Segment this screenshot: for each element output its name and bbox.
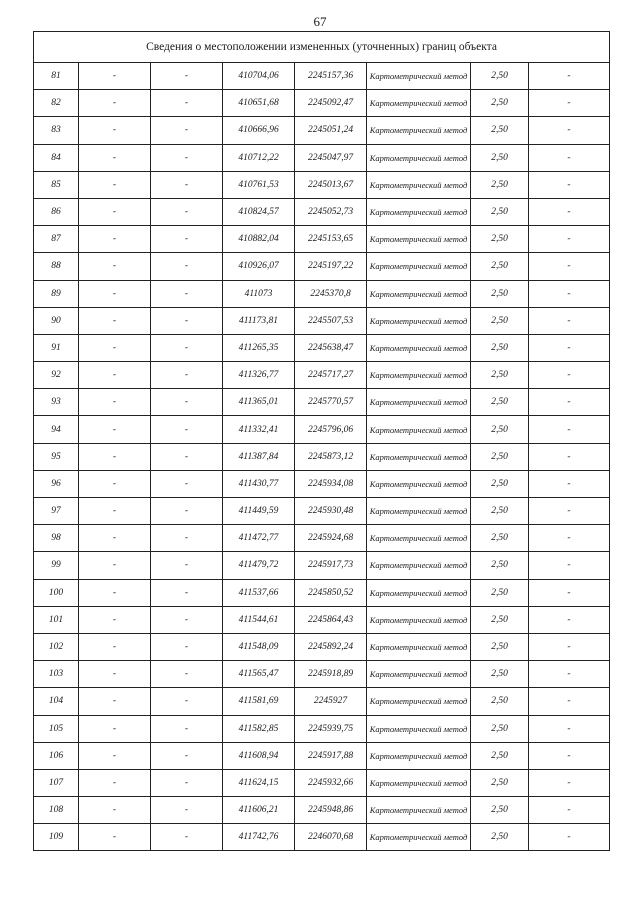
boundary-coordinates-table xyxy=(33,31,610,851)
point-number-cell: 103 xyxy=(34,661,79,688)
dash-cell: - xyxy=(529,334,610,361)
point-number-cell: 89 xyxy=(34,280,79,307)
dash-cell: - xyxy=(529,280,610,307)
accuracy-cell: 2,50 xyxy=(471,498,529,525)
y-coordinate-cell: 2245873,12 xyxy=(295,443,367,470)
x-coordinate-cell: 411742,76 xyxy=(223,824,295,851)
dash-cell: - xyxy=(79,307,151,334)
dash-cell: - xyxy=(79,824,151,851)
point-number-cell: 81 xyxy=(34,63,79,90)
x-coordinate-cell: 411265,35 xyxy=(223,334,295,361)
accuracy-cell: 2,50 xyxy=(471,280,529,307)
y-coordinate-cell: 2245153,65 xyxy=(295,226,367,253)
table-row xyxy=(34,769,610,796)
dash-cell: - xyxy=(529,552,610,579)
table-body xyxy=(34,63,610,851)
dash-cell: - xyxy=(151,661,223,688)
accuracy-cell: 2,50 xyxy=(471,633,529,660)
dash-cell: - xyxy=(151,633,223,660)
dash-cell: - xyxy=(79,171,151,198)
dash-cell: - xyxy=(79,117,151,144)
dash-cell: - xyxy=(529,661,610,688)
table-row xyxy=(34,63,610,90)
dash-cell: - xyxy=(79,498,151,525)
dash-cell: - xyxy=(529,253,610,280)
accuracy-cell: 2,50 xyxy=(471,742,529,769)
method-cell: Картометрический метод xyxy=(367,334,471,361)
method-cell: Картометрический метод xyxy=(367,253,471,280)
point-number-cell: 86 xyxy=(34,198,79,225)
dash-cell: - xyxy=(151,443,223,470)
x-coordinate-cell: 411608,94 xyxy=(223,742,295,769)
dash-cell: - xyxy=(151,198,223,225)
table-title: Сведения о местоположении измененных (уточненных) границ объекта xyxy=(34,32,610,63)
y-coordinate-cell: 2245052,73 xyxy=(295,198,367,225)
dash-cell: - xyxy=(529,307,610,334)
point-number-cell: 100 xyxy=(34,579,79,606)
x-coordinate-cell: 411073 xyxy=(223,280,295,307)
accuracy-cell: 2,50 xyxy=(471,443,529,470)
method-cell: Картометрический метод xyxy=(367,117,471,144)
dash-cell: - xyxy=(151,769,223,796)
point-number-cell: 108 xyxy=(34,797,79,824)
point-number-cell: 98 xyxy=(34,525,79,552)
dash-cell: - xyxy=(529,688,610,715)
method-cell: Картометрический метод xyxy=(367,824,471,851)
dash-cell: - xyxy=(151,606,223,633)
method-cell: Картометрический метод xyxy=(367,443,471,470)
y-coordinate-cell: 2245892,24 xyxy=(295,633,367,660)
dash-cell: - xyxy=(79,742,151,769)
y-coordinate-cell: 2245092,47 xyxy=(295,90,367,117)
accuracy-cell: 2,50 xyxy=(471,416,529,443)
page-number: 67 xyxy=(313,14,327,29)
dash-cell: - xyxy=(529,742,610,769)
y-coordinate-cell: 2245370,8 xyxy=(295,280,367,307)
accuracy-cell: 2,50 xyxy=(471,688,529,715)
dash-cell: - xyxy=(79,661,151,688)
x-coordinate-cell: 411449,59 xyxy=(223,498,295,525)
method-cell: Картометрический метод xyxy=(367,171,471,198)
accuracy-cell: 2,50 xyxy=(471,334,529,361)
dash-cell: - xyxy=(529,226,610,253)
dash-cell: - xyxy=(529,90,610,117)
point-number-cell: 104 xyxy=(34,688,79,715)
table-row xyxy=(34,715,610,742)
accuracy-cell: 2,50 xyxy=(471,769,529,796)
accuracy-cell: 2,50 xyxy=(471,715,529,742)
dash-cell: - xyxy=(529,389,610,416)
x-coordinate-cell: 411430,77 xyxy=(223,470,295,497)
dash-cell: - xyxy=(151,742,223,769)
y-coordinate-cell: 2245930,48 xyxy=(295,498,367,525)
x-coordinate-cell: 411472,77 xyxy=(223,525,295,552)
table-row xyxy=(34,416,610,443)
method-cell: Картометрический метод xyxy=(367,389,471,416)
x-coordinate-cell: 410824,57 xyxy=(223,198,295,225)
dash-cell: - xyxy=(529,715,610,742)
x-coordinate-cell: 410712,22 xyxy=(223,144,295,171)
table-row xyxy=(34,443,610,470)
y-coordinate-cell: 2245507,53 xyxy=(295,307,367,334)
dash-cell: - xyxy=(151,525,223,552)
dash-cell: - xyxy=(79,443,151,470)
dash-cell: - xyxy=(529,443,610,470)
accuracy-cell: 2,50 xyxy=(471,198,529,225)
dash-cell: - xyxy=(151,470,223,497)
dash-cell: - xyxy=(79,769,151,796)
point-number-cell: 87 xyxy=(34,226,79,253)
dash-cell: - xyxy=(79,362,151,389)
point-number-cell: 106 xyxy=(34,742,79,769)
dash-cell: - xyxy=(151,797,223,824)
dash-cell: - xyxy=(151,90,223,117)
table-row xyxy=(34,661,610,688)
dash-cell: - xyxy=(79,226,151,253)
dash-cell: - xyxy=(151,389,223,416)
x-coordinate-cell: 410651,68 xyxy=(223,90,295,117)
y-coordinate-cell: 2245047,97 xyxy=(295,144,367,171)
x-coordinate-cell: 411544,61 xyxy=(223,606,295,633)
accuracy-cell: 2,50 xyxy=(471,226,529,253)
x-coordinate-cell: 411537,66 xyxy=(223,579,295,606)
point-number-cell: 85 xyxy=(34,171,79,198)
y-coordinate-cell: 2245157,36 xyxy=(295,63,367,90)
y-coordinate-cell: 2245717,27 xyxy=(295,362,367,389)
point-number-cell: 83 xyxy=(34,117,79,144)
dash-cell: - xyxy=(151,416,223,443)
accuracy-cell: 2,50 xyxy=(471,117,529,144)
y-coordinate-cell: 2245918,89 xyxy=(295,661,367,688)
x-coordinate-cell: 411565,47 xyxy=(223,661,295,688)
y-coordinate-cell: 2246070,68 xyxy=(295,824,367,851)
y-coordinate-cell: 2245013,67 xyxy=(295,171,367,198)
point-number-cell: 88 xyxy=(34,253,79,280)
table-row xyxy=(34,144,610,171)
table-row xyxy=(34,90,610,117)
method-cell: Картометрический метод xyxy=(367,470,471,497)
dash-cell: - xyxy=(151,307,223,334)
dash-cell: - xyxy=(79,144,151,171)
accuracy-cell: 2,50 xyxy=(471,470,529,497)
table-row xyxy=(34,797,610,824)
table-row xyxy=(34,117,610,144)
point-number-cell: 101 xyxy=(34,606,79,633)
accuracy-cell: 2,50 xyxy=(471,63,529,90)
y-coordinate-cell: 2245939,75 xyxy=(295,715,367,742)
point-number-cell: 90 xyxy=(34,307,79,334)
dash-cell: - xyxy=(529,525,610,552)
dash-cell: - xyxy=(151,280,223,307)
method-cell: Картометрический метод xyxy=(367,226,471,253)
dash-cell: - xyxy=(151,117,223,144)
x-coordinate-cell: 411479,72 xyxy=(223,552,295,579)
dash-cell: - xyxy=(151,498,223,525)
x-coordinate-cell: 411387,84 xyxy=(223,443,295,470)
dash-cell: - xyxy=(529,769,610,796)
point-number-cell: 105 xyxy=(34,715,79,742)
dash-cell: - xyxy=(79,90,151,117)
dash-cell: - xyxy=(529,144,610,171)
dash-cell: - xyxy=(529,171,610,198)
method-cell: Картометрический метод xyxy=(367,416,471,443)
table-row xyxy=(34,742,610,769)
x-coordinate-cell: 411548,09 xyxy=(223,633,295,660)
dash-cell: - xyxy=(79,198,151,225)
table-row xyxy=(34,171,610,198)
table-row xyxy=(34,579,610,606)
dash-cell: - xyxy=(151,552,223,579)
table-row xyxy=(34,552,610,579)
table-row xyxy=(34,198,610,225)
dash-cell: - xyxy=(529,198,610,225)
table-row xyxy=(34,334,610,361)
accuracy-cell: 2,50 xyxy=(471,797,529,824)
y-coordinate-cell: 2245927 xyxy=(295,688,367,715)
table-row xyxy=(34,606,610,633)
dash-cell: - xyxy=(79,688,151,715)
table-row xyxy=(34,280,610,307)
x-coordinate-cell: 411606,21 xyxy=(223,797,295,824)
y-coordinate-cell: 2245197,22 xyxy=(295,253,367,280)
method-cell: Картометрический метод xyxy=(367,797,471,824)
dash-cell: - xyxy=(151,824,223,851)
x-coordinate-cell: 411582,85 xyxy=(223,715,295,742)
table-row xyxy=(34,525,610,552)
x-coordinate-cell: 410704,06 xyxy=(223,63,295,90)
dash-cell: - xyxy=(529,579,610,606)
method-cell: Картометрический метод xyxy=(367,579,471,606)
accuracy-cell: 2,50 xyxy=(471,253,529,280)
y-coordinate-cell: 2245924,68 xyxy=(295,525,367,552)
table-row xyxy=(34,470,610,497)
y-coordinate-cell: 2245796,06 xyxy=(295,416,367,443)
method-cell: Картометрический метод xyxy=(367,633,471,660)
accuracy-cell: 2,50 xyxy=(471,144,529,171)
accuracy-cell: 2,50 xyxy=(471,389,529,416)
x-coordinate-cell: 411624,15 xyxy=(223,769,295,796)
x-coordinate-cell: 411581,69 xyxy=(223,688,295,715)
dash-cell: - xyxy=(529,797,610,824)
method-cell: Картометрический метод xyxy=(367,362,471,389)
dash-cell: - xyxy=(151,362,223,389)
accuracy-cell: 2,50 xyxy=(471,90,529,117)
dash-cell: - xyxy=(529,470,610,497)
point-number-cell: 109 xyxy=(34,824,79,851)
point-number-cell: 94 xyxy=(34,416,79,443)
method-cell: Картометрический метод xyxy=(367,661,471,688)
dash-cell: - xyxy=(79,470,151,497)
y-coordinate-cell: 2245850,52 xyxy=(295,579,367,606)
dash-cell: - xyxy=(151,715,223,742)
table-row xyxy=(34,226,610,253)
y-coordinate-cell: 2245051,24 xyxy=(295,117,367,144)
x-coordinate-cell: 411365,01 xyxy=(223,389,295,416)
method-cell: Картометрический метод xyxy=(367,742,471,769)
dash-cell: - xyxy=(79,552,151,579)
dash-cell: - xyxy=(79,606,151,633)
point-number-cell: 91 xyxy=(34,334,79,361)
dash-cell: - xyxy=(79,334,151,361)
point-number-cell: 97 xyxy=(34,498,79,525)
y-coordinate-cell: 2245864,43 xyxy=(295,606,367,633)
dash-cell: - xyxy=(79,525,151,552)
x-coordinate-cell: 411332,41 xyxy=(223,416,295,443)
point-number-cell: 84 xyxy=(34,144,79,171)
table-row xyxy=(34,362,610,389)
method-cell: Картометрический метод xyxy=(367,63,471,90)
dash-cell: - xyxy=(79,579,151,606)
method-cell: Картометрический метод xyxy=(367,715,471,742)
table-row xyxy=(34,688,610,715)
point-number-cell: 92 xyxy=(34,362,79,389)
point-number-cell: 99 xyxy=(34,552,79,579)
table-row xyxy=(34,824,610,851)
method-cell: Картометрический метод xyxy=(367,606,471,633)
method-cell: Картометрический метод xyxy=(367,769,471,796)
point-number-cell: 95 xyxy=(34,443,79,470)
method-cell: Картометрический метод xyxy=(367,198,471,225)
dash-cell: - xyxy=(79,63,151,90)
table-row xyxy=(34,307,610,334)
dash-cell: - xyxy=(151,253,223,280)
dash-cell: - xyxy=(151,63,223,90)
dash-cell: - xyxy=(529,117,610,144)
dash-cell: - xyxy=(79,253,151,280)
dash-cell: - xyxy=(151,226,223,253)
dash-cell: - xyxy=(529,362,610,389)
y-coordinate-cell: 2245917,73 xyxy=(295,552,367,579)
dash-cell: - xyxy=(529,416,610,443)
dash-cell: - xyxy=(529,633,610,660)
table-row xyxy=(34,253,610,280)
method-cell: Картометрический метод xyxy=(367,498,471,525)
accuracy-cell: 2,50 xyxy=(471,552,529,579)
x-coordinate-cell: 411326,77 xyxy=(223,362,295,389)
accuracy-cell: 2,50 xyxy=(471,824,529,851)
x-coordinate-cell: 410926,07 xyxy=(223,253,295,280)
dash-cell: - xyxy=(529,824,610,851)
dash-cell: - xyxy=(151,144,223,171)
table-row xyxy=(34,498,610,525)
y-coordinate-cell: 2245917,88 xyxy=(295,742,367,769)
point-number-cell: 107 xyxy=(34,769,79,796)
accuracy-cell: 2,50 xyxy=(471,606,529,633)
y-coordinate-cell: 2245948,86 xyxy=(295,797,367,824)
dash-cell: - xyxy=(79,797,151,824)
dash-cell: - xyxy=(151,579,223,606)
y-coordinate-cell: 2245638,47 xyxy=(295,334,367,361)
accuracy-cell: 2,50 xyxy=(471,171,529,198)
x-coordinate-cell: 410666,96 xyxy=(223,117,295,144)
table-row xyxy=(34,389,610,416)
x-coordinate-cell: 410761,53 xyxy=(223,171,295,198)
accuracy-cell: 2,50 xyxy=(471,307,529,334)
dash-cell: - xyxy=(79,416,151,443)
dash-cell: - xyxy=(79,389,151,416)
point-number-cell: 96 xyxy=(34,470,79,497)
accuracy-cell: 2,50 xyxy=(471,362,529,389)
dash-cell: - xyxy=(79,280,151,307)
x-coordinate-cell: 411173,81 xyxy=(223,307,295,334)
dash-cell: - xyxy=(79,633,151,660)
y-coordinate-cell: 2245932,66 xyxy=(295,769,367,796)
method-cell: Картометрический метод xyxy=(367,280,471,307)
dash-cell: - xyxy=(151,171,223,198)
method-cell: Картометрический метод xyxy=(367,688,471,715)
y-coordinate-cell: 2245934,08 xyxy=(295,470,367,497)
dash-cell: - xyxy=(529,63,610,90)
accuracy-cell: 2,50 xyxy=(471,525,529,552)
point-number-cell: 82 xyxy=(34,90,79,117)
dash-cell: - xyxy=(151,688,223,715)
dash-cell: - xyxy=(79,715,151,742)
method-cell: Картометрический метод xyxy=(367,525,471,552)
x-coordinate-cell: 410882,04 xyxy=(223,226,295,253)
accuracy-cell: 2,50 xyxy=(471,661,529,688)
point-number-cell: 93 xyxy=(34,389,79,416)
table-row xyxy=(34,633,610,660)
method-cell: Картометрический метод xyxy=(367,307,471,334)
method-cell: Картометрический метод xyxy=(367,90,471,117)
point-number-cell: 102 xyxy=(34,633,79,660)
y-coordinate-cell: 2245770,57 xyxy=(295,389,367,416)
accuracy-cell: 2,50 xyxy=(471,579,529,606)
method-cell: Картометрический метод xyxy=(367,552,471,579)
dash-cell: - xyxy=(151,334,223,361)
dash-cell: - xyxy=(529,498,610,525)
dash-cell: - xyxy=(529,606,610,633)
method-cell: Картометрический метод xyxy=(367,144,471,171)
